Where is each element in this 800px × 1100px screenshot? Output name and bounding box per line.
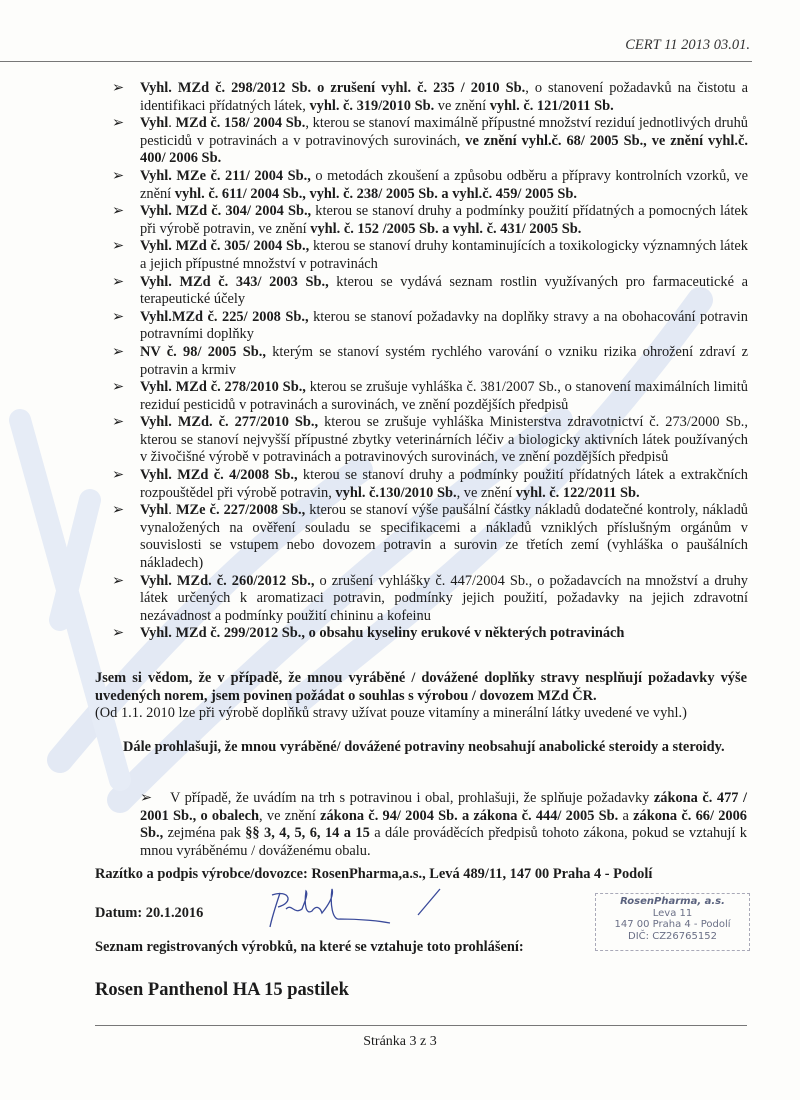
stamp-and-signature-label xyxy=(95,866,652,884)
footer-divider xyxy=(95,1025,747,1026)
regulation-item xyxy=(108,379,748,414)
text-segment: , o stanovení požadavků na čistotu a identifikaci přídatných látek, xyxy=(140,80,748,114)
bullet-arrow-icon: ➢ xyxy=(112,80,125,96)
bold-citation: Vyhl. MZd č. 304/ 2004 Sb., xyxy=(140,203,312,220)
bold-citation: Vyhl. MZd č. 299/2012 Sb., o obsahu kyseliny erukové v některých potravinách xyxy=(140,625,625,642)
regulation-list xyxy=(108,80,748,643)
bold-citation: vyhl. č. 122/2011 Sb. xyxy=(515,484,640,501)
text-segment: , ve znění xyxy=(259,807,321,824)
stamp-city: 147 00 Praha 4 - Podolí xyxy=(614,919,731,930)
regulation-item xyxy=(108,625,748,643)
bullet-arrow-icon: ➢ xyxy=(112,502,125,519)
regulation-item xyxy=(108,573,748,626)
products-list-label-text: Seznam registrovaných výrobků, na které se vztahuje toto prohlášení: xyxy=(95,939,524,955)
regulation-item xyxy=(108,467,748,502)
products-list-label xyxy=(95,939,524,957)
bold-citation: §§ 3, 4, 5, 6, 14 a 15 xyxy=(245,825,370,842)
regulation-item xyxy=(108,168,748,203)
text-segment: kterou se vydává seznam rostlin využívaných pro farmaceutické a terapeutické účely xyxy=(140,273,749,308)
declaration-steroids-text: Dále prohlašuji, že mnou vyráběné/ dovážené potraviny neobsahují anabolické steroidy a steroidy. xyxy=(123,739,725,755)
text-segment: kterou se stanoví druhy kontaminujících a toxikologicky významných látek a jejich přípustné množství v potravinách xyxy=(140,238,748,272)
stamp-label-text: Razítko a podpis výrobce/dovozce: RosenPharma,a.s., Levá 489/11, 147 00 Praha 4 - Podolí xyxy=(95,866,653,882)
bold-citation: Vyhl. MZd. č. 277/2010 Sb., xyxy=(140,414,319,431)
bold-citation: Vyhl. MZe č. 211/ 2004 Sb., xyxy=(140,167,311,184)
bold-citation: vyhl. č. 121/2011 Sb. xyxy=(489,97,614,114)
bold-citation: MZe č. 227/2008 Sb., xyxy=(175,502,306,519)
bold-citation: Vyhl.MZd č. 225/ 2008 Sb., xyxy=(140,308,309,325)
text-segment: V případě, že uvádím na trh s potravinou i obal, prohlašuji, že splňuje požadavky xyxy=(170,790,654,806)
text-segment: kterým se stanoví systém rychlého varování o vzniku rizika ohrožení zdraví z potravin a krmiv xyxy=(140,343,748,378)
bold-citation: NV č. 98/ 2005 Sb., xyxy=(140,343,266,360)
bold-citation: zákona č. 94/ 2004 Sb. a zákona č. 444/ 2005 Sb. xyxy=(320,807,619,824)
regulation-item xyxy=(108,274,748,309)
bullet-arrow-icon: ➢ xyxy=(112,343,125,360)
bold-citation: Vyhl. MZd č. 278/2010 Sb., xyxy=(140,379,306,396)
text-segment: kterou se stanoví druhy a podmínky použití přídatných látek a extrakčních rozpouštědel při výrobě potravin, xyxy=(140,467,748,501)
bullet-arrow-icon: ➢ xyxy=(140,790,153,806)
signature xyxy=(250,885,460,935)
regulation-item xyxy=(108,203,748,238)
declaration-packaging xyxy=(140,790,747,860)
text-segment: . xyxy=(168,115,176,132)
declaration-supplements-note: (Od 1.1. 2010 lze při výrobě doplňků stravy užívat pouze vitamíny a minerální látky uvedené ve vyhl.) xyxy=(95,705,687,722)
document-code: CERT 11 2013 03.01. xyxy=(625,37,750,53)
bold-citation: vyhl. č. 319/2010 Sb. xyxy=(309,97,435,114)
text-segment: . xyxy=(168,502,176,519)
bullet-arrow-icon: ➢ xyxy=(112,467,125,484)
header-divider xyxy=(0,61,752,62)
text-segment: o metodách zkoušení a způsobu odběru a přípravy kontrolních vzorků, ve znění xyxy=(140,167,748,202)
text-segment: o zrušení vyhlášky č. 447/2004 Sb., o požadavcích na množství a druhy látek určených k aromatizaci potravin, podmínky jejich použití, požadavky na jejich zdravotní nezávadnost a podmínky použití chininu a kofeinu xyxy=(140,572,748,624)
text-segment: kterou se zrušuje vyhláška Ministerstva zdravotnictví č. 273/2000 Sb., kterou se stanoví nejvyšší přípustné zbytky veterinárních léčiv a biologicky aktivních látek používaných v živočišné výrobě v potravinách a potravinových surovinách, ve znění pozdějších předpisů xyxy=(140,414,748,466)
text-segment: a xyxy=(618,807,634,824)
bullet-arrow-icon: ➢ xyxy=(112,167,125,184)
text-segment: ve znění xyxy=(434,97,490,114)
company-stamp xyxy=(595,893,750,951)
bold-citation: Vyhl xyxy=(140,115,169,132)
date-text: Datum: 20.1.2016 xyxy=(95,905,204,921)
bold-citation: ve znění vyhl.č. 68/ 2005 Sb., ve znění vyhl.č. 400/ 2006 Sb. xyxy=(140,132,749,167)
text-segment: a dále prováděcích předpisů tohoto zákona, pokud se vztahují k mnou vyráběnému / dováženému obalu. xyxy=(140,825,747,859)
declaration-supplements-text: Jsem si vědom, že v případě, že mnou vyráběné / dovážené doplňky stravy nesplňují požadavky výše uvedených norem, jsem povinen požádat o souhlas s výrobou / dovozem MZd ČR. xyxy=(95,670,747,704)
bold-citation: zákona č. 477 / 2001 Sb., o obalech xyxy=(140,790,747,824)
text-segment: zejména pak xyxy=(163,825,246,842)
bold-citation: Vyhl. MZd č. 343/ 2003 Sb., xyxy=(140,273,329,290)
bullet-arrow-icon: ➢ xyxy=(112,414,125,431)
bold-citation: zákona č. 66/ 2006 Sb., xyxy=(140,807,747,842)
bullet-arrow-icon: ➢ xyxy=(112,572,125,589)
bold-citation: Vyhl. MZd č. 305/ 2004 Sb., xyxy=(140,238,310,255)
bold-citation: MZd č. 158/ 2004 Sb. xyxy=(175,115,306,132)
regulation-item xyxy=(108,80,748,115)
declaration-supplements xyxy=(95,670,747,723)
text-segment: kterou se stanoví výše paušální částky nákladů dodatečné kontroly, nákladů vynaložených na ověření souladu se specifikacemi a nákladů vzniklých příslušným orgánům v souvislosti se vstupem nebo dovozem potravin a surovin ze třetích zemí (vyhláška o paušálních nákladech) xyxy=(140,502,748,572)
bullet-arrow-icon: ➢ xyxy=(112,115,125,132)
text-segment: , kterou se stanoví maximálně přípustné množství reziduí jednotlivých druhů pesticidů v potravinách a v potravinových surovinách, xyxy=(140,115,748,149)
stamp-dic: DIČ: CZ26765152 xyxy=(628,930,717,942)
bold-citation: Vyhl. MZd č. 298/2012 Sb. o zrušení vyhl. č. 235 / 2010 Sb. xyxy=(140,80,526,96)
bullet-arrow-icon: ➢ xyxy=(112,238,125,255)
bullet-arrow-icon: ➢ xyxy=(112,203,125,220)
regulation-item xyxy=(108,238,748,273)
product-name: Rosen Panthenol HA 15 pastilek xyxy=(95,980,349,1000)
text-segment: kterou se zrušuje vyhláška č. 381/2007 Sb., o stanovení maximálních limitů reziduí pesticidů v potravinách a surovinách, ve znění pozdějších předpisů xyxy=(140,379,748,413)
bullet-arrow-icon: ➢ xyxy=(112,273,125,290)
regulation-item xyxy=(108,115,748,168)
regulation-item xyxy=(108,414,748,467)
regulation-item xyxy=(108,344,748,379)
bold-citation: vyhl. č.130/2010 Sb. xyxy=(335,484,457,501)
bullet-arrow-icon: ➢ xyxy=(112,625,125,642)
bullet-arrow-icon: ➢ xyxy=(112,308,125,325)
stamp-company-name: RosenPharma, a.s. xyxy=(620,896,725,907)
bullet-arrow-icon: ➢ xyxy=(112,379,125,396)
bold-citation: Vyhl. MZd č. 4/2008 Sb., xyxy=(140,467,298,484)
bold-citation: Vyhl. MZd. č. 260/2012 Sb., xyxy=(140,572,315,589)
stamp-street: Leva 11 xyxy=(652,907,693,919)
text-segment: kterou se stanoví druhy a podmínky použití přídatných a pomocných látek při výrobě potravin, ve znění xyxy=(140,203,748,237)
bold-citation: vyhl. č. 152 /2005 Sb. a vyhl. č. 431/ 2005 Sb. xyxy=(310,220,582,237)
declaration-steroids xyxy=(95,739,747,757)
text-segment: , ve znění xyxy=(456,484,516,501)
date-label xyxy=(95,905,203,923)
regulation-item xyxy=(108,502,748,572)
page-number: Stránka 3 z 3 xyxy=(363,1034,437,1049)
bold-citation: vyhl. č. 611/ 2004 Sb., vyhl. č. 238/ 2005 Sb. a vyhl.č. 459/ 2005 Sb. xyxy=(174,185,577,202)
text-segment: kterou se stanoví požadavky na doplňky stravy a na obohacování potravin potravními doplňky xyxy=(140,308,749,343)
regulation-item xyxy=(108,309,748,344)
bold-citation: Vyhl xyxy=(140,502,169,519)
